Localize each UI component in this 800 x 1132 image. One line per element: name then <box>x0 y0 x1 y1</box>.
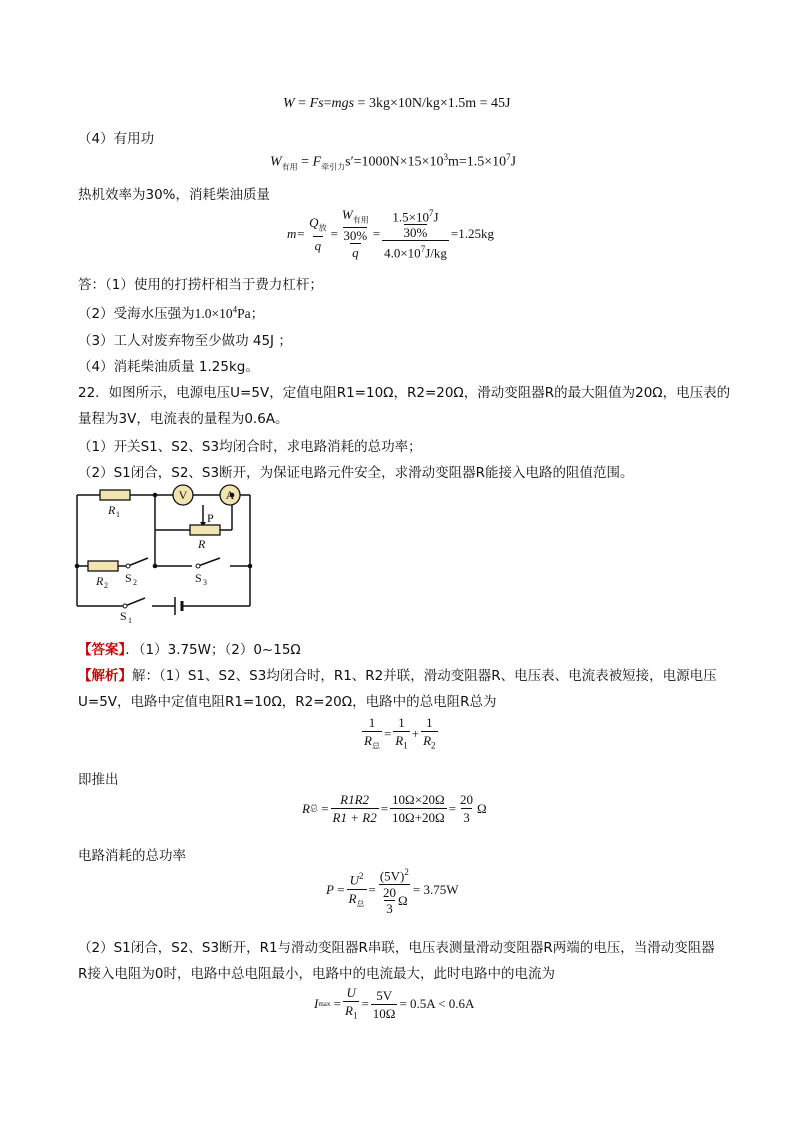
efficiency-text: 热机效率为30%，消耗柴油质量 <box>78 187 271 203</box>
q22-line1: 22．如图所示，电源电压U=5V，定值电阻R1=10Ω，R2=20Ω，滑动变阻器R的最大阻值为20Ω，电压表的 <box>78 385 731 401</box>
q-over-q-fraction: $\frac{Q_放}{q}$ <box>309 214 327 254</box>
part2-line1: （2）S1闭合，S2、S3断开，R1与滑动变阻器R串联，电压表测量滑动变阻器R两端的电压，当滑动变阻器 <box>78 940 715 956</box>
answer-3: （3）工人对废弃物至少做功 45J ； <box>78 333 292 349</box>
switch-s3-pivot <box>196 564 200 568</box>
answer-1: 答：（1）使用的打捞杆相当于费力杠杆； <box>78 277 323 293</box>
resistor-r2 <box>88 561 118 571</box>
s2-sub: 2 <box>133 578 137 587</box>
numeric-fraction: $1.5\times 10^7J$ 30% $4.0\times 10^7J/kg$ <box>384 208 447 261</box>
power-equation: P = $\frac{U^2}{R_总}$ = $(5V)^2$ $\frac{20}{3}$ Ω = 3.75W <box>326 867 459 917</box>
imax-equation: I max = $\frac{U}{R_1}$ = $\frac{5V}{10\Omega}$ = 0.5A < 0.6A <box>314 984 474 1025</box>
total-resistance-equation: R 总 = $\frac{R1R2}{R1 + R2}$ = $\frac{10\Omega\times 20\Omega}{10\Omega+20\Omega}$ = $\frac{20}{3}$ Ω <box>302 792 487 825</box>
analysis-line1: 【解析】解：（1）S1、S2、S3均闭合时，R1、R2并联，滑动变阻器R、电压表、电流表被短接，电源电压 <box>78 668 717 684</box>
r2-label: R <box>96 574 104 588</box>
deduce-label: 即推出 <box>78 772 119 788</box>
q22-line2: 量程为3V，电流表的量程为0.6A。 <box>78 411 289 427</box>
circuit-diagram <box>70 484 260 624</box>
useful-work-label: （4）有用功 <box>78 131 155 147</box>
switch-s2-pivot <box>126 564 130 568</box>
answer-line: 【答案】．（1）3.75W；（2）0~15Ω <box>78 642 301 658</box>
reciprocal-equation: $\frac{1}{R_总}$ = $\frac{1}{R_1}$ + $\frac{1}{R_2}$ <box>360 714 440 755</box>
work-equation: W = Fs=mgs = 3kg×10N/kg×1.5m = 45J <box>283 96 511 111</box>
node <box>248 564 253 569</box>
r2-sub: 2 <box>104 581 108 590</box>
s3-label: S <box>195 571 202 585</box>
useful-work-equation: $W_{有用} = F_{牵引力}s'=1000N\times 15\times 10^3m=1.5\times 10^7J$ <box>270 152 517 172</box>
analysis-line2: U=5V，电路中定值电阻R1=10Ω，R2=20Ω，电路中的总电阻R总为 <box>78 694 497 710</box>
r1-sub: 1 <box>116 510 120 519</box>
s1-label: S <box>120 609 127 623</box>
resistor-r1 <box>100 490 130 500</box>
q22-line3: （1）开关S1、S2、S3均闭合时，求电路消耗的总功率； <box>78 439 422 455</box>
answer-4: （4）消耗柴油质量 1.25kg。 <box>78 359 259 375</box>
r-label: R <box>198 537 206 551</box>
node <box>153 493 158 498</box>
s1-sub: 1 <box>128 616 132 624</box>
s2-label: S <box>125 571 132 585</box>
part2-line2: R接入电阻为0时，电路中总电阻最小，电路中的电流最大，此时电路中的电流为 <box>78 966 555 982</box>
switch-s1-pivot <box>123 604 127 608</box>
w-over-q-fraction: $W_{有用}$ 30% q <box>341 206 369 261</box>
answer-2: （2）受海水压强为$1.0\times 10^4Pa$； <box>78 304 265 322</box>
s3-sub: 3 <box>203 578 207 587</box>
slider-p-label: P <box>207 511 214 525</box>
rheostat-r <box>190 525 220 535</box>
r1-label: R <box>108 503 116 517</box>
node <box>75 564 80 569</box>
ammeter-label: A <box>225 488 235 502</box>
voltmeter-label: V <box>178 488 188 502</box>
node <box>153 564 158 569</box>
q22-line4: （2）S1闭合，S2、S3断开，为保证电路元件安全，求滑动变阻器R能接入电路的阻值范围。 <box>78 465 634 481</box>
power-label: 电路消耗的总功率 <box>78 848 186 864</box>
mass-formula: m= $\frac{Q_放}{q}$ = $W_{有用}$ 30% q = $1.5\times 10^7J$ 30% $4.0\times 10^7J/kg$ =1.25kg <box>287 206 494 261</box>
